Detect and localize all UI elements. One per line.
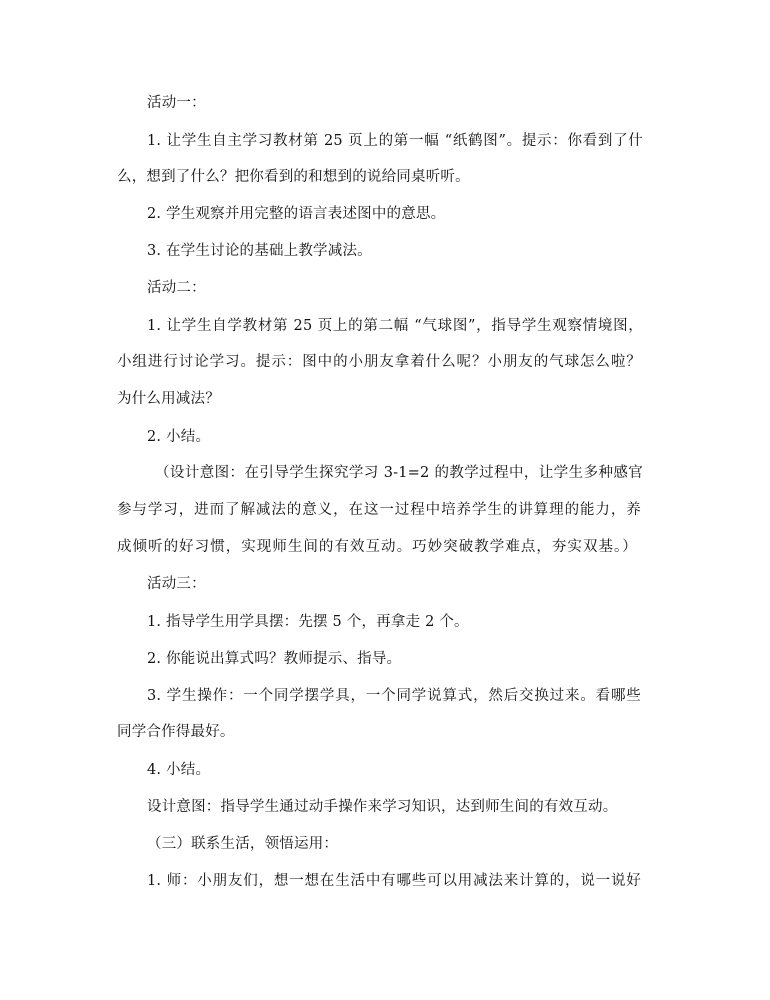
- paragraph-line: 设计意图：指导学生通过动手操作来学习知识，达到师生间的有效互动。: [147, 799, 618, 815]
- paragraph-line: 1. 指导学生用学具摆：先摆 5 个，再拿走 2 个。: [147, 614, 469, 630]
- heading-activity-one: 活动一：: [147, 95, 206, 111]
- paragraph-line: 为什么用减法？: [117, 391, 220, 407]
- paragraph-line: 1. 师：小朋友们，想一想在生活中有哪些可以用减法来计算的，说一说好: [147, 873, 641, 889]
- section-heading: （三）联系生活，领悟运用：: [147, 836, 339, 852]
- paragraph-line: 1. 让学生自学教材第 25 页上的第二幅 “气球图”，指导学生观察情境图，: [147, 318, 643, 334]
- paragraph-line: 2. 你能说出算式吗？教师提示、指导。: [147, 651, 402, 667]
- paragraph-line: 参与学习，进而了解减法的意义，在这一过程中培养学生的讲算理的能力，养: [117, 502, 641, 518]
- paragraph-line: 小组进行讨论学习。提示：图中的小朋友拿着什么呢？小朋友的气球怎么啦？: [117, 354, 641, 370]
- paragraph-line: 1. 让学生自主学习教材第 25 页上的第一幅 “纸鹤图”。提示：你看到了什: [147, 133, 643, 149]
- paragraph-line: 2. 小结。: [147, 429, 211, 445]
- paragraph-line: 成倾听的好习惯，实现师生间的有效互动。巧妙突破教学难点，夯实双基。）: [117, 539, 637, 555]
- paragraph-line: 3. 学生操作：一个同学摆学具，一个同学说算式，然后交换过来。看哪些: [147, 688, 641, 704]
- paragraph-line: 3. 在学生讨论的基础上教学减法。: [147, 243, 372, 259]
- paragraph-line: 么，想到了什么？把你看到的和想到的说给同桌听听。: [117, 169, 470, 185]
- paragraph-line: 4. 小结。: [147, 762, 211, 778]
- heading-activity-three: 活动三：: [147, 576, 206, 592]
- paragraph-line: （设计意图：在引导学生探究学习 3-1=2 的教学过程中，让学生多种感官: [155, 465, 643, 481]
- paragraph-line: 同学合作得最好。: [117, 724, 235, 740]
- paragraph-line: 2. 学生观察并用完整的语言表述图中的意思。: [147, 206, 446, 222]
- heading-activity-two: 活动二：: [147, 280, 206, 296]
